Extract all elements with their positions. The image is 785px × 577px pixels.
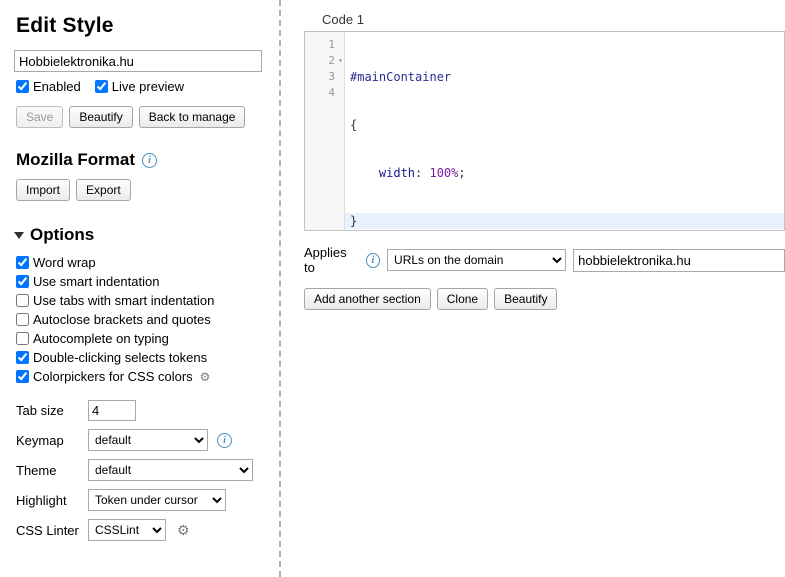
option-label: Use smart indentation — [33, 274, 160, 289]
css-semicolon: ; — [458, 166, 466, 180]
option-label: Double-clicking selects tokens — [33, 350, 208, 365]
code-line-2 — [345, 117, 784, 133]
option-smart-indentation[interactable] — [16, 274, 264, 289]
option-word-wrap-checkbox[interactable] — [16, 256, 29, 269]
option-double-click-selects-tokens[interactable] — [16, 350, 264, 365]
css-close-brace: } — [350, 214, 358, 228]
option-tabs-with-smart-indentation-checkbox[interactable] — [16, 294, 29, 307]
options-checkbox-list — [16, 255, 264, 384]
save-button[interactable]: Save — [16, 106, 63, 128]
option-label: Word wrap — [33, 255, 96, 270]
option-autocomplete-on-typing[interactable] — [16, 331, 264, 346]
theme-select[interactable] — [88, 459, 253, 481]
option-label: Use tabs with smart indentation — [33, 293, 215, 308]
section-action-buttons — [304, 288, 785, 310]
code-line-3 — [345, 165, 784, 181]
tab-size-input[interactable] — [88, 400, 136, 421]
mozilla-format-heading — [16, 150, 264, 170]
line-number-text: 2 — [328, 54, 335, 67]
option-label: Colorpickers for CSS colors — [33, 369, 193, 384]
css-open-brace: { — [350, 118, 358, 132]
field-label: Keymap — [16, 432, 64, 448]
option-tabs-with-smart-indentation[interactable] — [16, 293, 264, 308]
option-colorpickers — [16, 369, 264, 384]
css-value-token: 100% — [429, 166, 459, 180]
field-css-linter — [16, 517, 264, 543]
option-word-wrap[interactable] — [16, 255, 264, 270]
line-number: 3 — [328, 70, 335, 83]
main-action-buttons — [16, 106, 264, 128]
code-line-1 — [345, 69, 784, 85]
line-number: 4 — [328, 86, 335, 99]
field-label: Tab size — [16, 402, 64, 418]
field-theme — [16, 457, 264, 483]
mozilla-format-title: Mozilla Format — [16, 150, 136, 169]
field-highlight — [16, 487, 264, 513]
option-autoclose-brackets[interactable] — [16, 312, 264, 327]
applies-to-row — [304, 245, 785, 275]
info-icon[interactable]: i — [217, 433, 232, 448]
mozilla-format-buttons — [16, 179, 264, 201]
style-toggles-row — [16, 79, 264, 94]
back-to-manage-button[interactable]: Back to manage — [139, 106, 246, 128]
editor-settings-fields — [16, 397, 264, 543]
code-section-label: Code 1 — [322, 12, 364, 27]
fold-toggle-icon[interactable]: ▾ — [338, 56, 343, 65]
live-preview-checkbox[interactable] — [95, 80, 108, 93]
code-content[interactable] — [345, 32, 784, 230]
css-property-token: width — [378, 166, 416, 180]
info-icon[interactable]: i — [142, 153, 157, 168]
left-settings-panel — [0, 0, 278, 577]
options-section-toggle[interactable] — [14, 225, 264, 245]
live-preview-label-text: Live preview — [111, 79, 184, 94]
chevron-down-icon — [14, 232, 24, 239]
beautify-button[interactable]: Beautify — [69, 106, 132, 128]
page-title: Edit Style — [16, 14, 114, 37]
applies-to-domain-input[interactable] — [573, 249, 785, 272]
option-colorpickers-checkbox[interactable] — [16, 370, 29, 383]
options-title: Options — [30, 225, 95, 244]
keymap-select[interactable] — [88, 429, 208, 451]
gear-icon[interactable]: ⚙ — [177, 521, 190, 538]
line-number-with-fold — [305, 53, 344, 69]
option-autocomplete-on-typing-checkbox[interactable] — [16, 332, 29, 345]
option-autoclose-brackets-checkbox[interactable] — [16, 313, 29, 326]
highlight-select[interactable] — [88, 489, 226, 511]
gear-icon[interactable]: ⚙ — [199, 369, 211, 384]
option-double-click-selects-tokens-checkbox[interactable] — [16, 351, 29, 364]
enabled-checkbox-label[interactable] — [16, 79, 81, 94]
field-label: CSS Linter — [16, 522, 79, 538]
live-preview-checkbox-label[interactable] — [95, 79, 184, 94]
add-another-section-button[interactable]: Add another section — [304, 288, 431, 310]
clone-section-button[interactable]: Clone — [437, 288, 488, 310]
applies-to-mode-select[interactable] — [387, 249, 566, 271]
css-colon: : — [415, 166, 430, 180]
line-number-gutter — [305, 32, 345, 230]
applies-to-label-group — [304, 245, 380, 275]
beautify-section-button[interactable]: Beautify — [494, 288, 557, 310]
option-smart-indentation-checkbox[interactable] — [16, 275, 29, 288]
import-button[interactable]: Import — [16, 179, 70, 201]
option-label: Autocomplete on typing — [33, 331, 169, 346]
enabled-label-text: Enabled — [33, 79, 81, 94]
field-label: Highlight — [16, 492, 67, 508]
info-icon[interactable]: i — [366, 253, 380, 268]
panel-divider — [279, 0, 281, 577]
option-label: Autoclose brackets and quotes — [33, 312, 211, 327]
field-label: Theme — [16, 462, 57, 478]
field-tab-size — [16, 397, 264, 423]
enabled-checkbox[interactable] — [16, 80, 29, 93]
code-line-4 — [345, 213, 784, 229]
css-code-editor[interactable] — [304, 31, 785, 231]
css-linter-select[interactable] — [88, 519, 166, 541]
applies-to-label: Applies to — [304, 245, 347, 275]
css-selector-token: #mainContainer — [350, 70, 452, 84]
style-name-input[interactable] — [14, 50, 262, 72]
line-number: 1 — [328, 38, 335, 51]
export-button[interactable]: Export — [76, 179, 131, 201]
field-keymap — [16, 427, 264, 453]
code-section-panel — [288, 0, 785, 577]
